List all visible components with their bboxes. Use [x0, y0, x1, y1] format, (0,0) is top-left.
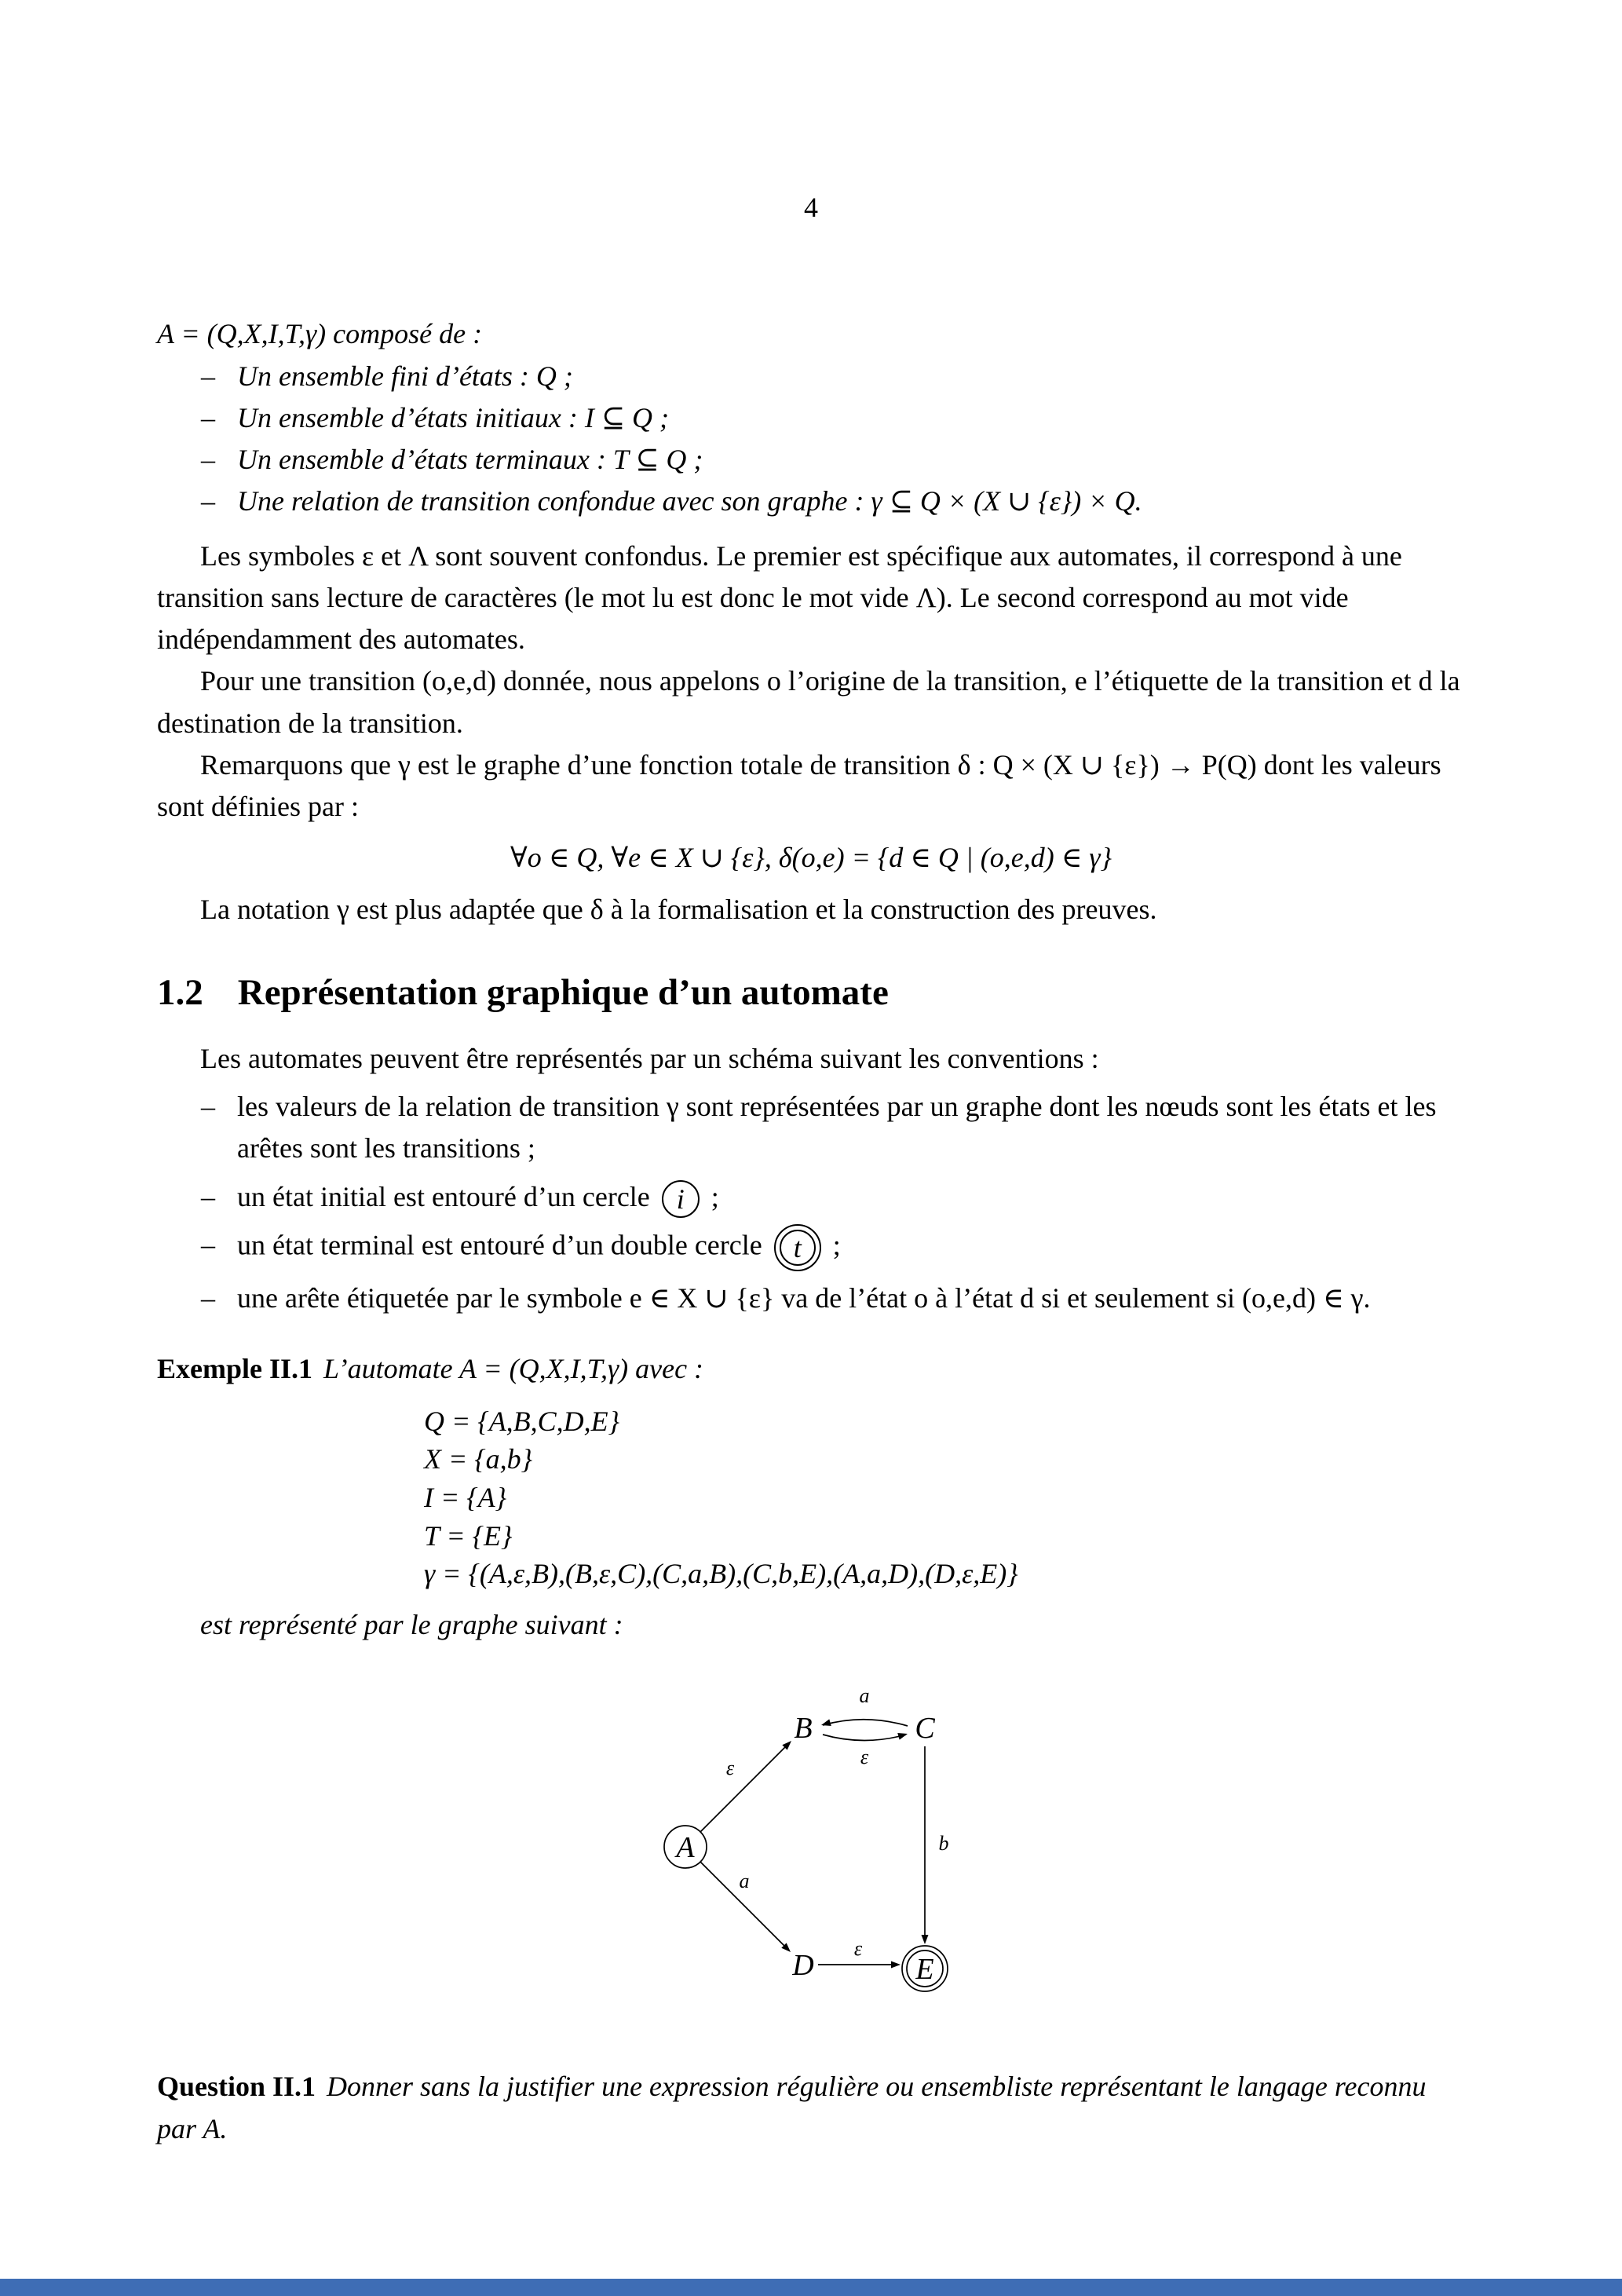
conventions-item3-before: un état terminal est entouré d’un double cercle [237, 1229, 762, 1261]
conventions-item-text [237, 1176, 1465, 1219]
example-intro: L’automate A = (Q,X,I,T,γ) avec : [323, 1352, 704, 1384]
paragraph-epsilon-lambda: Les symboles ε et Λ sont souvent confondus. Le premier est spécifique aux automates, il correspond à une transition sans lecture de caractères (le mot lu est donc le mot vide Λ). Le second correspond au mot vide indépendamment des automates. [157, 539, 1402, 656]
equation-line: I = {A} [424, 1481, 507, 1513]
conventions-item [157, 1278, 1465, 1319]
conventions-item-text [237, 1224, 1465, 1271]
dash-marker: – [201, 401, 215, 433]
dash-marker: – [201, 1229, 215, 1261]
terminal-state-inner-circle [780, 1230, 816, 1266]
page-number: 4 [804, 192, 818, 223]
definition-lead-math: A = (Q,X,I,T,γ) [157, 318, 327, 350]
conventions-item [157, 1086, 1465, 1170]
dash-marker: – [201, 1180, 215, 1212]
equation-line: Q = {A,B,C,D,E} [424, 1405, 620, 1437]
edge-label-A-B: ε [725, 1757, 735, 1780]
edge-label-D-E: ε [853, 1937, 863, 1961]
edge-label-A-D: a [739, 1870, 750, 1893]
paragraph-transition-oed: Pour une transition (o,e,d) donnée, nous appelons o l’origine de la transition, e l’étiquette de la transition et d la destination de la transition. [157, 665, 1460, 739]
edge-label-C-E: b [938, 1832, 949, 1855]
conventions-item3-after: ; [832, 1229, 841, 1261]
definition-item-text: Un ensemble d’états terminaux : T ⊆ Q ; [237, 444, 703, 476]
definition-item [157, 439, 1465, 481]
graph-node-B: B [794, 1712, 813, 1746]
paragraph-notation-gamma: La notation γ est plus adaptée que δ à la formalisation et la construction des preuves. [200, 893, 1157, 925]
dash-marker: – [201, 1091, 215, 1122]
graph-node-D: D [792, 1949, 814, 1983]
section-heading [157, 970, 1465, 1016]
graph-node-E: E [915, 1953, 934, 1987]
example-label: Exemple II.1 [157, 1352, 312, 1384]
definition-block [157, 313, 1465, 522]
section-title: Représentation graphique d’un automate [237, 971, 889, 1013]
question-label: Question II.1 [157, 2071, 316, 2103]
definition-item-text: Un ensemble fini d’états : Q ; [237, 360, 573, 392]
section-number: 1.2 [157, 971, 203, 1013]
definition-lead-text: composé de : [333, 318, 483, 350]
definition-item [157, 356, 1465, 397]
definition-item [157, 397, 1465, 439]
graph-edges [700, 1719, 929, 1968]
definition-item-text: Une relation de transition confondue avec son graphe : γ ⊆ Q × (X ∪ {ε}) × Q. [237, 485, 1142, 517]
dash-marker: – [201, 1282, 215, 1314]
dash-marker: – [201, 360, 215, 392]
example-outro: est représenté par le graphe suivant : [200, 1608, 623, 1640]
edge-B-C-curve [823, 1735, 906, 1741]
equation-line: T = {E} [424, 1519, 513, 1552]
question-paragraph [157, 2066, 1465, 2150]
edge-C-B-curve [823, 1720, 908, 1726]
bottom-bar [0, 2279, 1622, 2296]
edge-label-B-C: ε [860, 1746, 869, 1769]
question-text: Donner sans la justifier une expression régulière ou ensembliste représentant le langage reconnu par A. [157, 2071, 1427, 2144]
conventions-item [157, 1176, 1465, 1219]
automaton-graph-container [157, 1658, 1465, 2039]
example-equations [424, 1402, 1465, 1593]
edge-C-E-arrowhead [922, 1935, 929, 1944]
conventions-item-text: une arête étiquetée par le symbole e ∈ X ∪ {ε} va de l’état o à l’état d si et seulement si (o,e,d) ∈ γ. [237, 1282, 1371, 1314]
edge-B-C-arrowhead [897, 1731, 908, 1740]
paragraph-gamma-graphe: Remarquons que γ est le graphe d’une fonction totale de transition δ : Q × (X ∪ {ε}) → P(Q) dont les valeurs sont définies par : [157, 748, 1441, 823]
graph-node-A: A [676, 1831, 695, 1865]
equation-line: X = {a,b} [424, 1443, 533, 1475]
display-math-delta: ∀o ∈ Q, ∀e ∈ X ∪ {ε}, δ(o,e) = {d ∈ Q | (o,e,d) ∈ γ} [510, 842, 1112, 874]
conventions-item [157, 1224, 1465, 1271]
definition-lead [157, 313, 1465, 355]
definition-list [157, 356, 1465, 523]
initial-state-circle [662, 1180, 700, 1218]
conventions-list [157, 1086, 1465, 1320]
initial-state-label: i [676, 1183, 685, 1215]
conventions-intro: Les automates peuvent être représentés par un schéma suivant les conventions : [200, 1042, 1099, 1074]
conventions-item2-before: un état initial est entouré d’un cercle [237, 1180, 650, 1212]
terminal-state-label: t [793, 1231, 802, 1263]
terminal-state-double-circle [774, 1224, 821, 1271]
dash-marker: – [201, 485, 215, 517]
definition-item-text: Un ensemble d’états initiaux : I ⊆ Q ; [237, 401, 670, 433]
example-paragraph [157, 1348, 1465, 1390]
automaton-graph [642, 1658, 980, 2027]
edge-label-C-B: a [859, 1684, 870, 1708]
equation-line: γ = {(A,ε,B),(B,ε,C),(C,a,B),(C,b,E),(A,a,D),(D,ε,E)} [424, 1558, 1018, 1590]
graph-node-C: C [915, 1712, 935, 1746]
dash-marker: – [201, 444, 215, 476]
definition-item [157, 481, 1465, 522]
edge-C-B-arrowhead [820, 1719, 831, 1728]
conventions-item-text: les valeurs de la relation de transition γ sont représentées par un graphe dont les nœuds sont les états et les arêtes sont les transitions ; [237, 1091, 1437, 1164]
conventions-item2-after: ; [711, 1180, 719, 1212]
edge-A-B-line [700, 1744, 788, 1832]
edge-D-E-arrowhead [891, 1961, 901, 1969]
